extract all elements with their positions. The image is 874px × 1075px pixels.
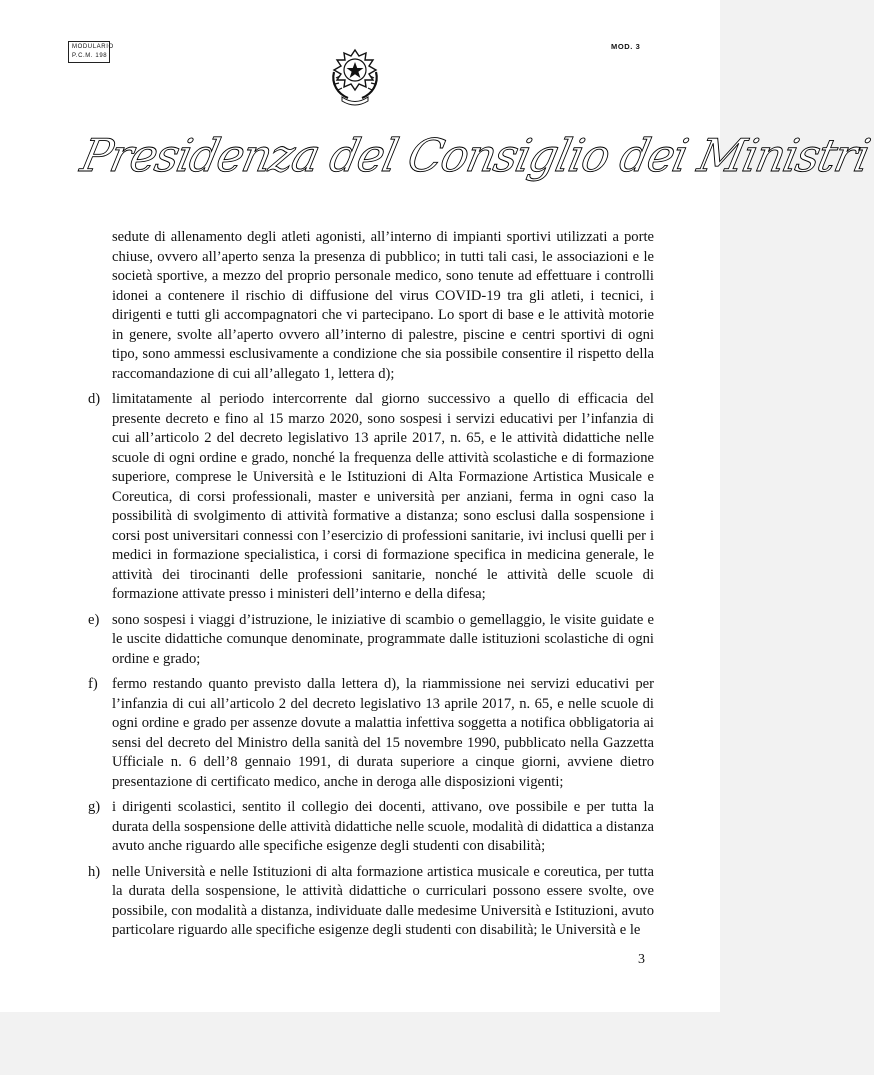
item-marker: h) [88,863,101,880]
office-title: Presidenza del Consiglio dei Ministri [76,129,874,182]
list-item [88,863,654,941]
list-item [88,611,654,670]
list-item [88,675,654,792]
item-text: sono sospesi i viaggi d’istruzione, le iniziative di scambio o gemellaggio, le visite guidate e le uscite didattiche comunque denominate, programmate dalle istituzioni scolastiche di ogni ordine e grado; [112,611,654,667]
document-body [88,228,654,941]
modulario-box: MODULARIO P.C.M. 198 [68,41,110,63]
item-text: nelle Università e nelle Istituzioni di alta formazione artistica musicale e coreutica, per tutta la durata della sospensione, le attività didattiche o curriculari possono essere svolte, ove possibile, con modalità a distanza, individuate dalle medesime Università e Istituzioni, avuto particolare riguardo alle specifiche esigenze degli studenti con disabilità; le Università e le [112,863,654,938]
list-item [88,390,654,605]
item-marker: d) [88,391,101,407]
continuation-paragraph: sedute di allenamento degli atleti agonisti, all’interno di impianti sportivi utilizzati a porte chiuse, ovvero all’aperto senza la presenza di pubblico; in tutti tali casi, le associazioni e le società sportive, a mezzo del proprio personale medico, sono tenute ad effettuare i controlli idonei a contenere il rischio di diffusione del virus COVID-19 tra gli atleti, i tecnici, i dirigenti e tutti gli accompagnatori che vi partecipano. Lo sport di base e le attività motorie in genere, svolte all’aperto ovvero all’interno di palestre, piscine e centri sportivi di ogni tipo, sono ammessi esclusivamente a condizione che sia possibile consentire il rispetto della raccomandazione di cui all’allegato 1, lettera d); [112,229,654,382]
item-marker: e) [88,611,100,628]
item-marker: f) [88,676,98,692]
italian-republic-emblem-icon [328,48,382,108]
item-text: i dirigenti scolastici, sentito il collegio dei docenti, attivano, ove possibile e per tutta la durata della sospensione delle attività didattiche nelle scuole, modalità di didattica a distanza avuto anche riguardo alle specifiche esigenze degli studenti con disabilità; [112,799,654,854]
item-text: limitatamente al periodo intercorrente dal giorno successivo a quello di efficacia del presente decreto e fino al 15 marzo 2020, sono sospesi i servizi educativi per l’infanzia di cui all’articolo 2 del decreto legislativo 13 aprile 2017, n. 65, e le attività didattiche nelle scuole di ogni ordine e grado, nonché la frequenza delle attività scolastiche e di formazione superiore, comprese le Università e le Istituzioni di Alta Formazione Artistica Musicale e Coreutica, di corsi professionali, master e università per anziani, ferma in ogni caso la possibilità di svolgimento di attività formative a distanza; sono esclusi dalla sospensione i corsi post universitari connessi con l’esercizio di professioni sanitarie, ivi inclusi quelli per i medici in formazione specialistica, i corsi di formazione specifica in medicina generale, le attività dei tirocinanti delle professioni sanitarie, nonché le attività delle scuole di formazione attivate presso i ministeri dell’interno e della difesa; [112,391,654,602]
list-item [88,798,654,857]
page-number: 3 [638,952,645,967]
item-text: fermo restando quanto previsto dalla lettera d), la riammissione nei servizi educativi per l’infanzia di cui all’articolo 2 del decreto legislativo 13 aprile 2017, n. 65, e nelle scuole di ogni ordine e grado per assenze dovute a malattia infettiva soggetta a notifica obbligatoria ai sensi del decreto del Ministro della sanità del 15 novembre 1990, pubblicato nella Gazzetta Ufficiale n. 6 dell’8 gennaio 1991, di durata superiore a cinque giorni, avviene dietro presentazione di certificato medico, anche in deroga alle disposizioni vigenti; [112,676,654,790]
mod-label: MOD. 3 [611,42,641,51]
item-marker: g) [88,799,101,815]
